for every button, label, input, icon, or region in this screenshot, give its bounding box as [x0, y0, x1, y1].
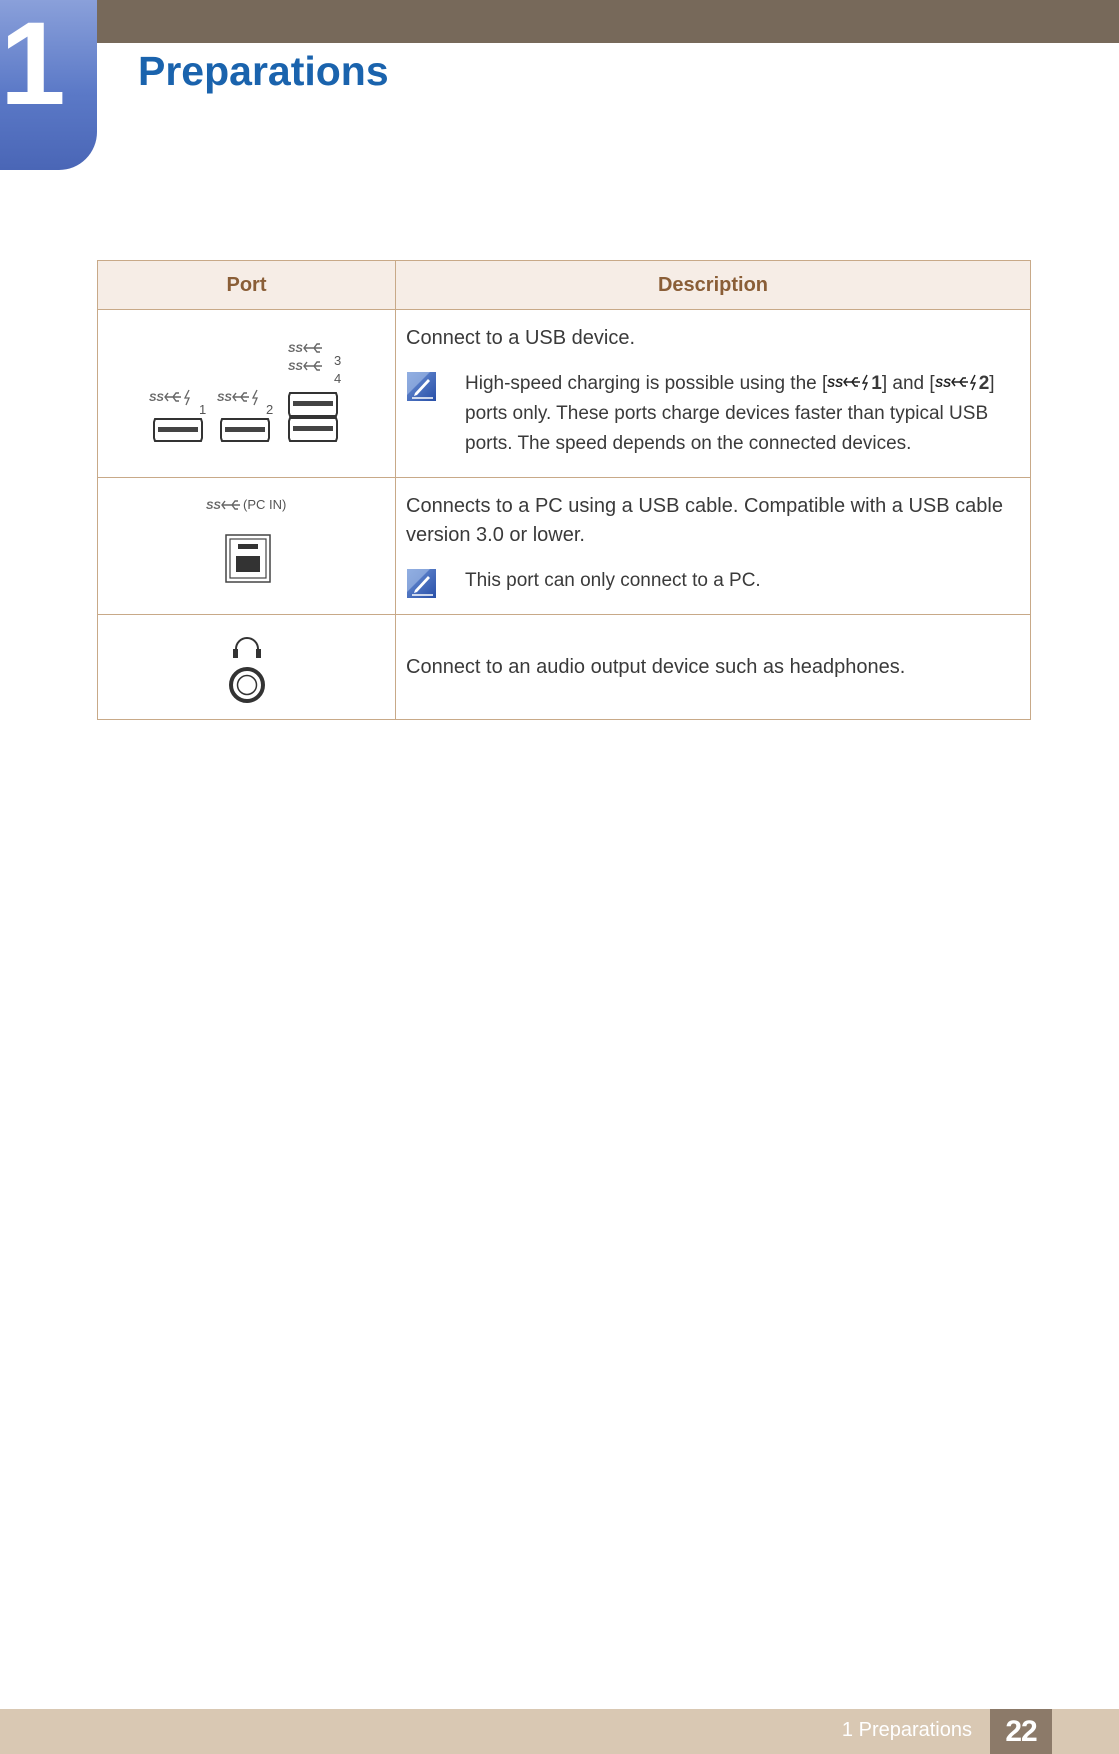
- note-pencil-icon: [406, 371, 437, 402]
- port-1-label: 1: [199, 402, 207, 417]
- port-2-label: 2: [266, 402, 274, 417]
- note-pencil-icon: [406, 568, 437, 599]
- port-4-label: 4: [334, 371, 342, 386]
- audio-jack-icon: [231, 669, 263, 701]
- page-number-badge: [990, 1709, 1052, 1754]
- table-row: [98, 478, 1031, 615]
- usb-pc-in-cell: [98, 478, 396, 615]
- usb-ss-logo-icon: [288, 361, 322, 373]
- page-title: Preparations: [138, 48, 389, 94]
- usb-ss-logo-icon: [288, 343, 322, 355]
- headphone-cell: [98, 615, 396, 720]
- svg-text:SS: SS: [934, 376, 951, 391]
- headphones-icon: [233, 638, 261, 658]
- usb-ports-description: [396, 310, 1031, 478]
- chapter-number: 1: [0, 0, 66, 130]
- note: [406, 369, 1020, 459]
- note-port2-number: 2: [978, 373, 990, 394]
- column-header-description: Description: [396, 261, 1031, 310]
- port-3-label: 3: [334, 353, 342, 368]
- note-text-part1: High-speed charging is possible using the [: [465, 373, 828, 394]
- svg-text:SS: SS: [206, 500, 221, 512]
- note-text-part3: ] ports only. These ports charge devices faster than typical USB ports. The speed depends on the connected devices.: [465, 373, 995, 454]
- usb-pc-in-description: [396, 478, 1031, 615]
- svg-text:SS: SS: [288, 361, 303, 373]
- note-text: This port can only connect to a PC.: [465, 570, 761, 591]
- usb-ss-logo-icon: [206, 500, 240, 512]
- description-text: Connect to a USB device.: [406, 327, 636, 349]
- table-header-row: [98, 261, 1031, 310]
- table-row: [98, 615, 1031, 720]
- footer-section-label: 1 Preparations: [841, 1719, 972, 1741]
- usb-a-port-1-icon: [154, 419, 202, 441]
- page-number: 22: [1005, 1715, 1037, 1748]
- usb-a-port-2-icon: [221, 419, 269, 441]
- pc-in-label: (PC IN): [243, 497, 287, 512]
- usb-ss-charge-inline-icon: [935, 372, 979, 392]
- chapter-tab: [0, 0, 97, 170]
- svg-text:SS: SS: [827, 376, 844, 391]
- usb-a-port-3-icon: [289, 393, 337, 416]
- description-text: Connects to a PC using a USB cable. Compatible with a USB cable version 3.0 or lower.: [406, 495, 1003, 546]
- usb-ss-charge-logo-icon: [217, 390, 257, 405]
- table-row: [98, 310, 1031, 478]
- note-port1-number: 1: [871, 373, 882, 394]
- headphone-description: [396, 615, 1031, 720]
- note-text-part2: ] and [: [881, 373, 935, 394]
- column-header-port: Port: [98, 261, 396, 310]
- ports-table: [97, 260, 1031, 720]
- svg-text:SS: SS: [149, 392, 164, 404]
- svg-text:SS: SS: [288, 343, 303, 355]
- usb-ss-charge-inline-icon: [827, 372, 871, 392]
- headphone-jack-diagram: [98, 615, 396, 719]
- usb-a-port-4-icon: [289, 418, 337, 441]
- description-text: Connect to an audio output device such as headphones.: [406, 655, 906, 678]
- usb-b-port-icon: [226, 535, 270, 582]
- usb-pc-in-diagram: [98, 478, 396, 611]
- note: [406, 566, 1020, 596]
- usb-ports-diagram: [98, 310, 396, 475]
- svg-text:SS: SS: [217, 392, 232, 404]
- usb-ports-cell: [98, 310, 396, 478]
- top-bar: [0, 0, 1119, 43]
- usb-ss-charge-logo-icon: [149, 390, 189, 405]
